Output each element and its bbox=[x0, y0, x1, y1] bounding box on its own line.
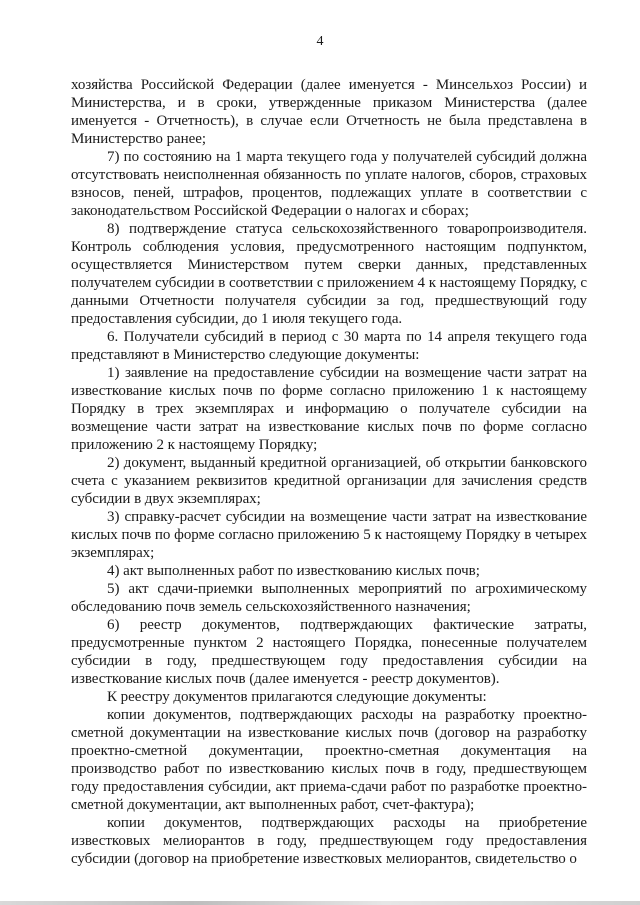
paragraph: 1) заявление на предоставление субсидии на возмещение части затрат на известкование кислых почв по форме согласно приложению 1 к настоящему Порядку в трех экземплярах и информацию о получателе субсидии на возмещение части затрат на известкование кислых почв по форме согласно приложению 2 к настоящему Порядку; bbox=[71, 365, 587, 453]
scan-edge bbox=[0, 901, 640, 905]
paragraph: К реестру документов прилагаются следующие документы: bbox=[107, 689, 487, 705]
paragraph: копии документов, подтверждающих расходы на разработку проектно-сметной документации на известкование кислых почв (договор на разработку проектно-сметной документации, проектно-сметная документация на производство работ по известкованию кислых почв в году, предшествующем году предоставления субсидии, акт приема-сдачи работ по разработке проектно-сметной документации, акт выполненных работ, счет-фактура); bbox=[71, 707, 587, 813]
paragraph: 2) документ, выданный кредитной организацией, об открытии банковского счета с указанием реквизитов кредитной организации для зачисления средств субсидии в двух экземплярах; bbox=[71, 455, 587, 507]
paragraph: 3) справку-расчет субсидии на возмещение части затрат на известкование кислых почв по форме согласно приложению 5 к настоящему Порядку в четырех экземплярах; bbox=[71, 509, 587, 561]
paragraph: хозяйства Российской Федерации (далее именуется - Минсельхоз России) и Министерства, и в сроки, утвержденные приказом Министерства (далее именуется - Отчетность), в случае если Отчетность не была представлена в Министерство ранее; bbox=[71, 77, 587, 147]
paragraph: копии документов, подтверждающих расходы на приобретение известковых мелиорантов в году, предшествующем году предоставления субсидии (договор на приобретение известковых мелиорантов, свидетельство о bbox=[71, 815, 587, 867]
paragraph: 5) акт сдачи-приемки выполненных мероприятий по агрохимическому обследованию почв земель сельскохозяйственного назначения; bbox=[71, 581, 587, 615]
paragraph: 7) по состоянию на 1 марта текущего года у получателей субсидий должна отсутствовать неисполненная обязанность по уплате налогов, сборов, страховых взносов, пеней, штрафов, процентов, подлежащих уплате в соответствии с законодательством Российской Федерации о налогах и сборах; bbox=[71, 149, 587, 219]
page-number: 4 bbox=[316, 34, 324, 49]
paragraph: 6) реестр документов, подтверждающих фактические затраты, предусмотренные пунктом 2 настоящего Порядка, понесенные получателем субсидии в году, предшествующем году предоставления субсидии на известкование кислых почв (далее именуется - реестр документов). bbox=[71, 617, 587, 687]
paragraph: 6. Получатели субсидий в период с 30 марта по 14 апреля текущего года представляют в Министерство следующие документы: bbox=[71, 329, 587, 363]
paragraph: 4) акт выполненных работ по известкованию кислых почв; bbox=[107, 563, 480, 579]
paragraph: 8) подтверждение статуса сельскохозяйственного товаропроизводителя. Контроль соблюдения условия, предусмотренного настоящим подпунктом, осуществляется Министерством путем сверки данных, представленных получателем субсидии в соответствии с приложением 4 к настоящему Порядку, с данными Отчетности получателя субсидии за год, предшествующий году предоставления субсидии, до 1 июля текущего года. bbox=[71, 221, 587, 327]
document-body bbox=[71, 76, 587, 868]
